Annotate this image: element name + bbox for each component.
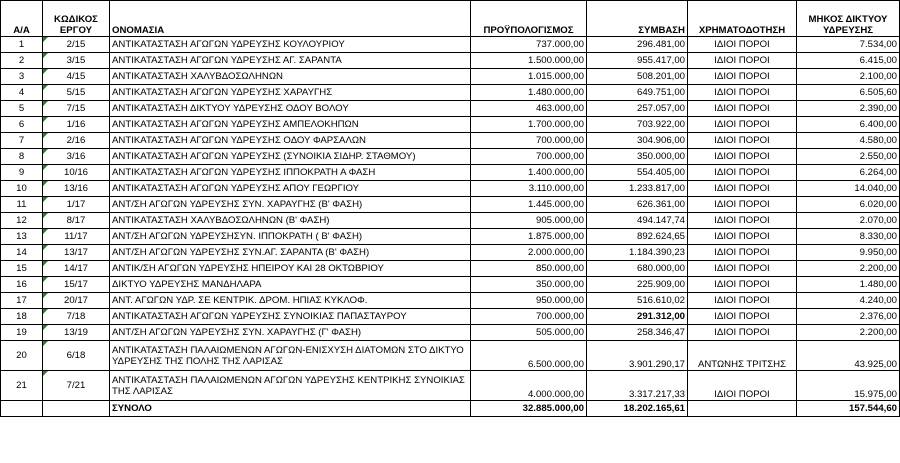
cell-aa: 5 — [1, 101, 43, 117]
cell-contract: 304.906,00 — [587, 133, 688, 149]
cell-contract: 516.610,02 — [587, 293, 688, 309]
cell-aa: 21 — [1, 371, 43, 401]
cell-contract: 1.233.817,00 — [587, 181, 688, 197]
cell-code: 2/16 — [43, 133, 110, 149]
cell-funding: ΙΔΙΟΙ ΠΟΡΟΙ — [688, 53, 797, 69]
total-length: 157.544,60 — [797, 401, 900, 417]
cell-name: ΔΙΚΤΥΟ ΥΔΡΕΥΣΗΣ ΜΑΝΔΗΛΑΡΑ — [110, 277, 471, 293]
cell-aa: 4 — [1, 85, 43, 101]
cell-contract: 258.346,47 — [587, 325, 688, 341]
cell-contract: 3.901.290,17 — [587, 341, 688, 371]
header-contract: ΣΥΜΒΑΣΗ — [587, 1, 688, 37]
cell-budget: 1.015.000,00 — [471, 69, 587, 85]
cell-budget: 737.000,00 — [471, 37, 587, 53]
cell-aa: 2 — [1, 53, 43, 69]
cell-code: 20/17 — [43, 293, 110, 309]
cell-code: 15/17 — [43, 277, 110, 293]
table-row — [1, 309, 900, 325]
cell-code: 1/16 — [43, 117, 110, 133]
cell-funding: ΑΝΤΩΝΗΣ ΤΡΙΤΣΗΣ — [688, 341, 797, 371]
cell-name: ΑΝΤΙΚΑΤΑΣΤΑΣΗ ΑΓΩΓΩΝ ΥΔΡΕΥΣΗΣ ΑΓ. ΣΑΡΑΝΤΑ — [110, 53, 471, 69]
cell-funding: ΙΔΙΟΙ ΠΟΡΟΙ — [688, 197, 797, 213]
table-row — [1, 69, 900, 85]
header-budget: ΠΡΟΫΠΟΛΟΓΙΣΜΟΣ — [471, 1, 587, 37]
cell-code: 11/17 — [43, 229, 110, 245]
cell-name: ΑΝΤΙΚΑΤΑΣΤΑΣΗ ΑΓΩΓΩΝ ΥΔΡΕΥΣΗΣ ΑΠΟΥ ΓΕΩΡΓΙΟΥ — [110, 181, 471, 197]
table-row — [1, 197, 900, 213]
table-row — [1, 181, 900, 197]
cell-length: 4.580,00 — [797, 133, 900, 149]
cell-name: ΑΝΤΙΚΑΤΑΣΤΑΣΗ ΑΓΩΓΩΝ ΥΔΡΕΥΣΗΣ ΟΔΟΥ ΦΑΡΣΑΛΩΝ — [110, 133, 471, 149]
cell-length: 2.550,00 — [797, 149, 900, 165]
cell-name: ΑΝΤΙΚΑΤΑΣΤΑΣΗ ΑΓΩΓΩΝ ΥΔΡΕΥΣΗΣ ΚΟΥΛΟΥΡΙΟΥ — [110, 37, 471, 53]
cell-budget: 1.445.000,00 — [471, 197, 587, 213]
cell-aa: 15 — [1, 261, 43, 277]
cell-name: ΑΝΤΙΚΑΤΑΣΤΑΣΗ ΑΓΩΓΩΝ ΥΔΡΕΥΣΗΣ ΧΑΡΑΥΓΗΣ — [110, 85, 471, 101]
table-row — [1, 213, 900, 229]
cell-budget: 700.000,00 — [471, 133, 587, 149]
cell-contract: 703.922,00 — [587, 117, 688, 133]
cell-code: 10/16 — [43, 165, 110, 181]
table-row — [1, 229, 900, 245]
header-code: ΚΩΔΙΚΟΣ ΕΡΓΟΥ — [43, 1, 110, 37]
total-code — [43, 401, 110, 417]
cell-length: 7.534,00 — [797, 37, 900, 53]
cell-aa: 6 — [1, 117, 43, 133]
cell-aa: 10 — [1, 181, 43, 197]
cell-length: 8.330,00 — [797, 229, 900, 245]
cell-name: ΑΝΤ/ΣΗ ΑΓΩΓΩΝ ΥΔΡΕΥΣΗΣΥΝ. ΙΠΠΟΚΡΑΤΗ ( Β' ΦΑΣΗ) — [110, 229, 471, 245]
header-funding: ΧΡΗΜΑΤΟΔΟΤΗΣΗ — [688, 1, 797, 37]
cell-length: 15.975,00 — [797, 371, 900, 401]
cell-budget: 905.000,00 — [471, 213, 587, 229]
cell-contract: 955.417,00 — [587, 53, 688, 69]
table-row — [1, 371, 900, 401]
cell-aa: 14 — [1, 245, 43, 261]
cell-contract: 3.317.217,33 — [587, 371, 688, 401]
cell-name: ΑΝΤΙΚ/ΣΗ ΑΓΩΓΩΝ ΥΔΡΕΥΣΗΣ ΗΠΕΙΡΟΥ ΚΑΙ 28 ΟΚΤΩΒΡΙΟΥ — [110, 261, 471, 277]
table-row — [1, 37, 900, 53]
table-row — [1, 117, 900, 133]
cell-aa: 11 — [1, 197, 43, 213]
cell-funding: ΙΔΙΟΙ ΠΟΡΟΙ — [688, 245, 797, 261]
cell-length: 4.240,00 — [797, 293, 900, 309]
cell-length: 6.400,00 — [797, 117, 900, 133]
cell-code: 1/17 — [43, 197, 110, 213]
cell-length: 2.100,00 — [797, 69, 900, 85]
cell-funding: ΙΔΙΟΙ ΠΟΡΟΙ — [688, 85, 797, 101]
table-row — [1, 277, 900, 293]
cell-aa: 12 — [1, 213, 43, 229]
cell-length: 2.376,00 — [797, 309, 900, 325]
cell-contract: 554.405,00 — [587, 165, 688, 181]
cell-code: 7/21 — [43, 371, 110, 401]
cell-name: ΑΝΤΙΚΑΤΑΣΤΑΣΗ ΧΑΛΥΒΔΟΣΩΛΗΝΩΝ (Β' ΦΑΣΗ) — [110, 213, 471, 229]
cell-length: 9.950,00 — [797, 245, 900, 261]
table-row — [1, 101, 900, 117]
cell-funding: ΙΔΙΟΙ ΠΟΡΟΙ — [688, 261, 797, 277]
table-row — [1, 53, 900, 69]
cell-budget: 1.400.000,00 — [471, 165, 587, 181]
cell-funding: ΙΔΙΟΙ ΠΟΡΟΙ — [688, 149, 797, 165]
cell-funding: ΙΔΙΟΙ ΠΟΡΟΙ — [688, 325, 797, 341]
cell-budget: 3.110.000,00 — [471, 181, 587, 197]
cell-length: 2.200,00 — [797, 261, 900, 277]
header-name: ΟΝΟΜΑΣΙΑ — [110, 1, 471, 37]
cell-funding: ΙΔΙΟΙ ΠΟΡΟΙ — [688, 309, 797, 325]
cell-code: 5/15 — [43, 85, 110, 101]
cell-code: 6/18 — [43, 341, 110, 371]
cell-length: 6.264,00 — [797, 165, 900, 181]
cell-aa: 1 — [1, 37, 43, 53]
cell-budget: 505.000,00 — [471, 325, 587, 341]
cell-length: 6.415,00 — [797, 53, 900, 69]
cell-aa: 16 — [1, 277, 43, 293]
cell-code: 8/17 — [43, 213, 110, 229]
cell-length: 6.505,60 — [797, 85, 900, 101]
cell-contract: 680.000,00 — [587, 261, 688, 277]
cell-code: 3/15 — [43, 53, 110, 69]
table-row — [1, 149, 900, 165]
cell-funding: ΙΔΙΟΙ ΠΟΡΟΙ — [688, 69, 797, 85]
total-contract: 18.202.165,61 — [587, 401, 688, 417]
cell-aa: 9 — [1, 165, 43, 181]
cell-aa: 19 — [1, 325, 43, 341]
cell-name: ΑΝΤΙΚΑΤΑΣΤΑΣΗ ΠΑΛΑΙΩΜΕΝΩΝ ΑΓΩΓΩΝ ΥΔΡΕΥΣΗΣ ΚΕΝΤΡΙΚΗΣ ΣΥΝΟΙΚΙΑΣ ΤΗΣ ΛΑΡΙΣΑΣ — [110, 371, 471, 401]
total-aa — [1, 401, 43, 417]
cell-budget: 1.480.000,00 — [471, 85, 587, 101]
cell-code: 7/18 — [43, 309, 110, 325]
cell-contract: 225.909,00 — [587, 277, 688, 293]
cell-contract: 257.057,00 — [587, 101, 688, 117]
cell-code: 4/15 — [43, 69, 110, 85]
cell-contract: 892.624,65 — [587, 229, 688, 245]
header-length: ΜΗΚΟΣ ΔΙΚΤΥΟΥ ΥΔΡΕΥΣΗΣ — [797, 1, 900, 37]
table-row — [1, 341, 900, 371]
cell-code: 7/15 — [43, 101, 110, 117]
cell-funding: ΙΔΙΟΙ ΠΟΡΟΙ — [688, 229, 797, 245]
cell-funding: ΙΔΙΟΙ ΠΟΡΟΙ — [688, 101, 797, 117]
cell-funding: ΙΔΙΟΙ ΠΟΡΟΙ — [688, 165, 797, 181]
cell-name: ΑΝΤΙΚΑΤΑΣΤΑΣΗ ΧΑΛΥΒΔΟΣΩΛΗΝΩΝ — [110, 69, 471, 85]
cell-name: ΑΝΤ/ΣΗ ΑΓΩΓΩΝ ΥΔΡΕΥΣΗΣ ΣΥΝ. ΧΑΡΑΥΓΗΣ (Γ' ΦΑΣΗ) — [110, 325, 471, 341]
cell-aa: 18 — [1, 309, 43, 325]
cell-budget: 463.000,00 — [471, 101, 587, 117]
cell-funding: ΙΔΙΟΙ ΠΟΡΟΙ — [688, 371, 797, 401]
cell-length: 2.070,00 — [797, 213, 900, 229]
cell-budget: 850.000,00 — [471, 261, 587, 277]
cell-name: ΑΝΤΙΚΑΤΑΣΤΑΣΗ ΠΑΛΑΙΩΜΕΝΩΝ ΑΓΩΓΩΝ-ΕΝΙΣΧΥΣΗ ΔΙΑΤΟΜΩΝ ΣΤΟ ΔΙΚΤΥΟ ΥΔΡΕΥΣΗΣ ΤΗΣ ΠΟΛΗΣ ΤΗΣ ΛΑΡΙΣΑΣ — [110, 341, 471, 371]
total-budget: 32.885.000,00 — [471, 401, 587, 417]
cell-funding: ΙΔΙΟΙ ΠΟΡΟΙ — [688, 37, 797, 53]
cell-length: 6.020,00 — [797, 197, 900, 213]
cell-budget: 6.500.000,00 — [471, 341, 587, 371]
table-row — [1, 293, 900, 309]
cell-funding: ΙΔΙΟΙ ΠΟΡΟΙ — [688, 213, 797, 229]
cell-name: ΑΝΤ/ΣΗ ΑΓΩΓΩΝ ΥΔΡΕΥΣΗΣ ΣΥΝ. ΧΑΡΑΥΓΗΣ (Β' ΦΑΣΗ) — [110, 197, 471, 213]
cell-code: 13/19 — [43, 325, 110, 341]
total-row — [1, 401, 900, 417]
cell-aa: 17 — [1, 293, 43, 309]
cell-funding: ΙΔΙΟΙ ΠΟΡΟΙ — [688, 293, 797, 309]
cell-budget: 700.000,00 — [471, 309, 587, 325]
cell-budget: 950.000,00 — [471, 293, 587, 309]
cell-aa: 7 — [1, 133, 43, 149]
cell-budget: 700.000,00 — [471, 149, 587, 165]
cell-funding: ΙΔΙΟΙ ΠΟΡΟΙ — [688, 117, 797, 133]
cell-name: ΑΝΤΙΚΑΤΑΣΤΑΣΗ ΔΙΚΤΥΟΥ ΥΔΡΕΥΣΗΣ ΟΔΟΥ ΒΟΛΟΥ — [110, 101, 471, 117]
cell-contract: 350.000,00 — [587, 149, 688, 165]
cell-budget: 4.000.000,00 — [471, 371, 587, 401]
cell-budget: 1.700.000,00 — [471, 117, 587, 133]
cell-code: 2/15 — [43, 37, 110, 53]
cell-contract: 626.361,00 — [587, 197, 688, 213]
cell-budget: 1.875.000,00 — [471, 229, 587, 245]
table-row — [1, 245, 900, 261]
table-row — [1, 85, 900, 101]
cell-aa: 3 — [1, 69, 43, 85]
total-label: ΣΥΝΟΛΟ — [110, 401, 471, 417]
cell-code: 13/16 — [43, 181, 110, 197]
cell-budget: 350.000,00 — [471, 277, 587, 293]
cell-length: 2.200,00 — [797, 325, 900, 341]
cell-name: ΑΝΤ/ΣΗ ΑΓΩΓΩΝ ΥΔΡΕΥΣΗΣ ΣΥΝ.ΑΓ. ΣΑΡΑΝΤΑ (Β' ΦΑΣΗ) — [110, 245, 471, 261]
table-row — [1, 261, 900, 277]
cell-length: 43.925,00 — [797, 341, 900, 371]
cell-funding: ΙΔΙΟΙ ΠΟΡΟΙ — [688, 181, 797, 197]
cell-length: 1.480,00 — [797, 277, 900, 293]
cell-name: ΑΝΤΙΚΑΤΑΣΤΑΣΗ ΑΓΩΓΩΝ ΥΔΡΕΥΣΗΣ ΑΜΠΕΛΟΚΗΠΩΝ — [110, 117, 471, 133]
cell-name: ΑΝΤΙΚΑΤΑΣΤΑΣΗ ΑΓΩΓΩΝ ΥΔΡΕΥΣΗΣ ΙΠΠΟΚΡΑΤΗ Α ΦΑΣΗ — [110, 165, 471, 181]
cell-contract: 1.184.390,23 — [587, 245, 688, 261]
cell-budget: 1.500.000,00 — [471, 53, 587, 69]
cell-contract: 291.312,00 — [587, 309, 688, 325]
cell-length: 14.040,00 — [797, 181, 900, 197]
cell-name: ΑΝΤΙΚΑΤΑΣΤΑΣΗ ΑΓΩΓΩΝ ΥΔΡΕΥΣΗΣ ΣΥΝΟΙΚΙΑΣ ΠΑΠΑΣΤΑΥΡΟΥ — [110, 309, 471, 325]
table-row — [1, 325, 900, 341]
header-row — [1, 1, 900, 37]
cell-code: 3/16 — [43, 149, 110, 165]
cell-code: 14/17 — [43, 261, 110, 277]
total-funding — [688, 401, 797, 417]
cell-contract: 649.751,00 — [587, 85, 688, 101]
cell-code: 13/17 — [43, 245, 110, 261]
cell-contract: 296.481,00 — [587, 37, 688, 53]
cell-name: ΑΝΤ. ΑΓΩΓΩΝ ΥΔΡ. ΣΕ ΚΕΝΤΡΙΚ. ΔΡΟΜ. ΗΠΙΑΣ ΚΥΚΛΟΦ. — [110, 293, 471, 309]
header-aa: Α/Α — [1, 1, 43, 37]
cell-funding: ΙΔΙΟΙ ΠΟΡΟΙ — [688, 277, 797, 293]
table-row — [1, 133, 900, 149]
table-row — [1, 165, 900, 181]
projects-body — [1, 37, 900, 401]
cell-contract: 508.201,00 — [587, 69, 688, 85]
cell-contract: 494.147,74 — [587, 213, 688, 229]
cell-funding: ΙΔΙΟΙ ΠΟΡΟΙ — [688, 133, 797, 149]
cell-name: ΑΝΤΙΚΑΤΑΣΤΑΣΗ ΑΓΩΓΩΝ ΥΔΡΕΥΣΗΣ (ΣΥΝΟΙΚΙΑ ΣΙΔΗΡ. ΣΤΑΘΜΟΥ) — [110, 149, 471, 165]
cell-aa: 8 — [1, 149, 43, 165]
cell-aa: 13 — [1, 229, 43, 245]
cell-aa: 20 — [1, 341, 43, 371]
cell-budget: 2.000.000,00 — [471, 245, 587, 261]
cell-length: 2.390,00 — [797, 101, 900, 117]
